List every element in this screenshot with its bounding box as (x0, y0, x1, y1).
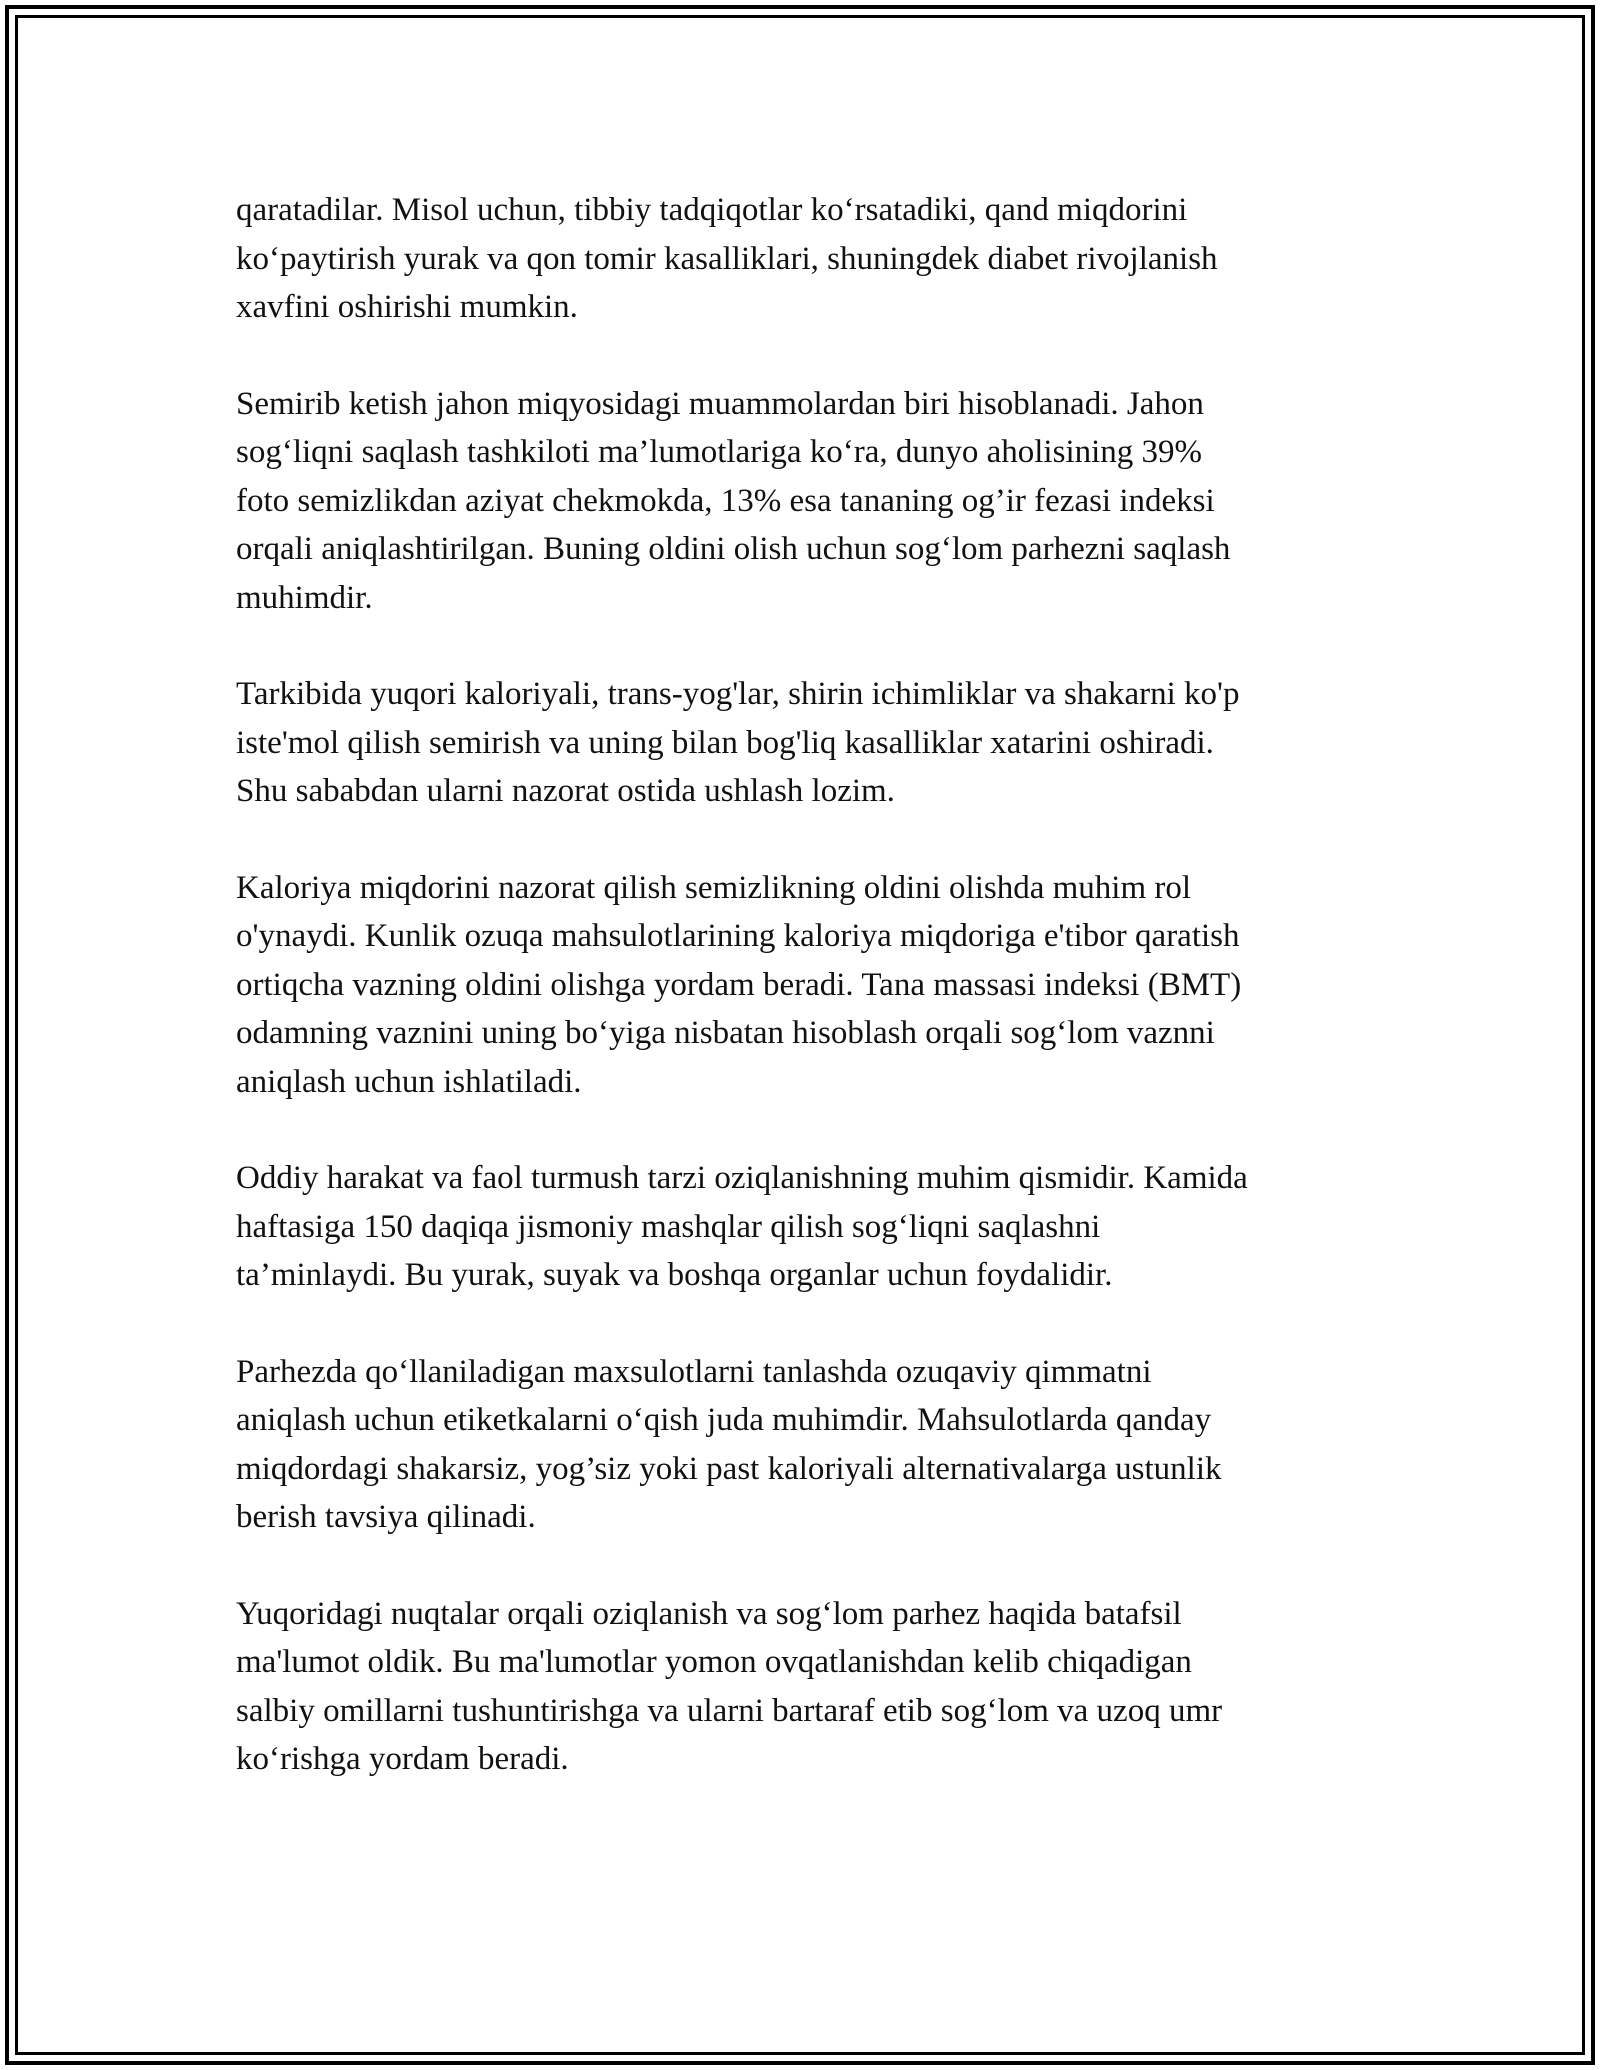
paragraph (236, 670, 1386, 816)
text-line: berish tavsiya qilinadi. (236, 1499, 536, 1535)
text-line: Yuqoridagi nuqtalar orqali oziqlanish va sog‘lom parhez haqida batafsil (236, 1595, 1182, 1632)
text-line: ko‘rishga yordam beradi. (236, 1741, 569, 1777)
text-line: foto semizlikdan aziyat chekmokda, 13% esa tananing og’ir fezasi indeksi (236, 482, 1215, 519)
page-content (236, 186, 1386, 1832)
text-line: ko‘paytirish yurak va qon tomir kasalliklari, shuningdek diabet rivojlanish (236, 240, 1218, 277)
text-line: aniqlash uchun ishlatiladi. (236, 1063, 582, 1100)
text-line: xavfini oshirishi mumkin. (236, 289, 578, 325)
text-line: ortiqcha vazning oldini olishga yordam beradi. Tana massasi indeksi (BMT) (236, 966, 1242, 1003)
text-line: qaratadilar. Misol uchun, tibbiy tadqiqotlar ko‘rsatadiki, qand miqdorini (236, 192, 1188, 228)
paragraph (236, 1154, 1386, 1300)
text-line: o'ynaydi. Kunlik ozuqa mahsulotlarining kaloriya miqdoriga e'tibor qaratish (236, 918, 1240, 954)
paragraph (236, 380, 1386, 623)
text-line: odamning vaznini uning bo‘yiga nisbatan hisoblash orqali sog‘lom vaznni (236, 1015, 1215, 1051)
paragraph (236, 186, 1386, 332)
text-line: muhimdir. (236, 579, 373, 616)
text-line: orqali aniqlashtirilgan. Buning oldini olish uchun sog‘lom parhezni saqlash (236, 531, 1231, 567)
text-line: haftasiga 150 daqiqa jismoniy mashqlar qilish sog‘liqni saqlashni (236, 1208, 1101, 1245)
paragraph (236, 864, 1386, 1107)
text-line: Shu sababdan ularni nazorat ostida ushlash lozim. (236, 773, 895, 809)
text-line: miqdordagi shakarsiz, yog’siz yoki past kaloriyali alternativalarga ustunlik (236, 1450, 1222, 1487)
text-line: ta’minlaydi. Bu yurak, suyak va boshqa organlar uchun foydalidir. (236, 1257, 1113, 1293)
text-line: Semirib ketish jahon miqyosidagi muammolardan biri hisoblanadi. Jahon (236, 385, 1204, 422)
text-line: sog‘liqni saqlash tashkiloti ma’lumotlariga ko‘ra, dunyo aholisining 39% (236, 434, 1203, 470)
paragraph (236, 1590, 1386, 1784)
text-line: ma'lumot oldik. Bu ma'lumotlar yomon ovqatlanishdan kelib chiqadigan (236, 1644, 1192, 1680)
text-line: Oddiy harakat va faol turmush tarzi oziqlanishning muhim qismidir. Kamida (236, 1160, 1248, 1196)
paragraph (236, 1348, 1386, 1542)
text-line: iste'mol qilish semirish va uning bilan bog'liq kasalliklar xatarini oshiradi. (236, 724, 1214, 761)
text-line: Kaloriya miqdorini nazorat qilish semizlikning oldini olishda muhim rol (236, 869, 1192, 906)
text-line: aniqlash uchun etiketkalarni o‘qish juda muhimdir. Mahsulotlarda qanday (236, 1402, 1212, 1438)
text-line: Tarkibida yuqori kaloriyali, trans-yog'lar, shirin ichimliklar va shakarni ko'p (236, 676, 1240, 712)
text-line: Parhezda qo‘llaniladigan maxsulotlarni tanlashda ozuqaviy qimmatni (236, 1353, 1152, 1390)
text-line: salbiy omillarni tushuntirishga va ularni bartaraf etib sog‘lom va uzoq umr (236, 1692, 1223, 1729)
